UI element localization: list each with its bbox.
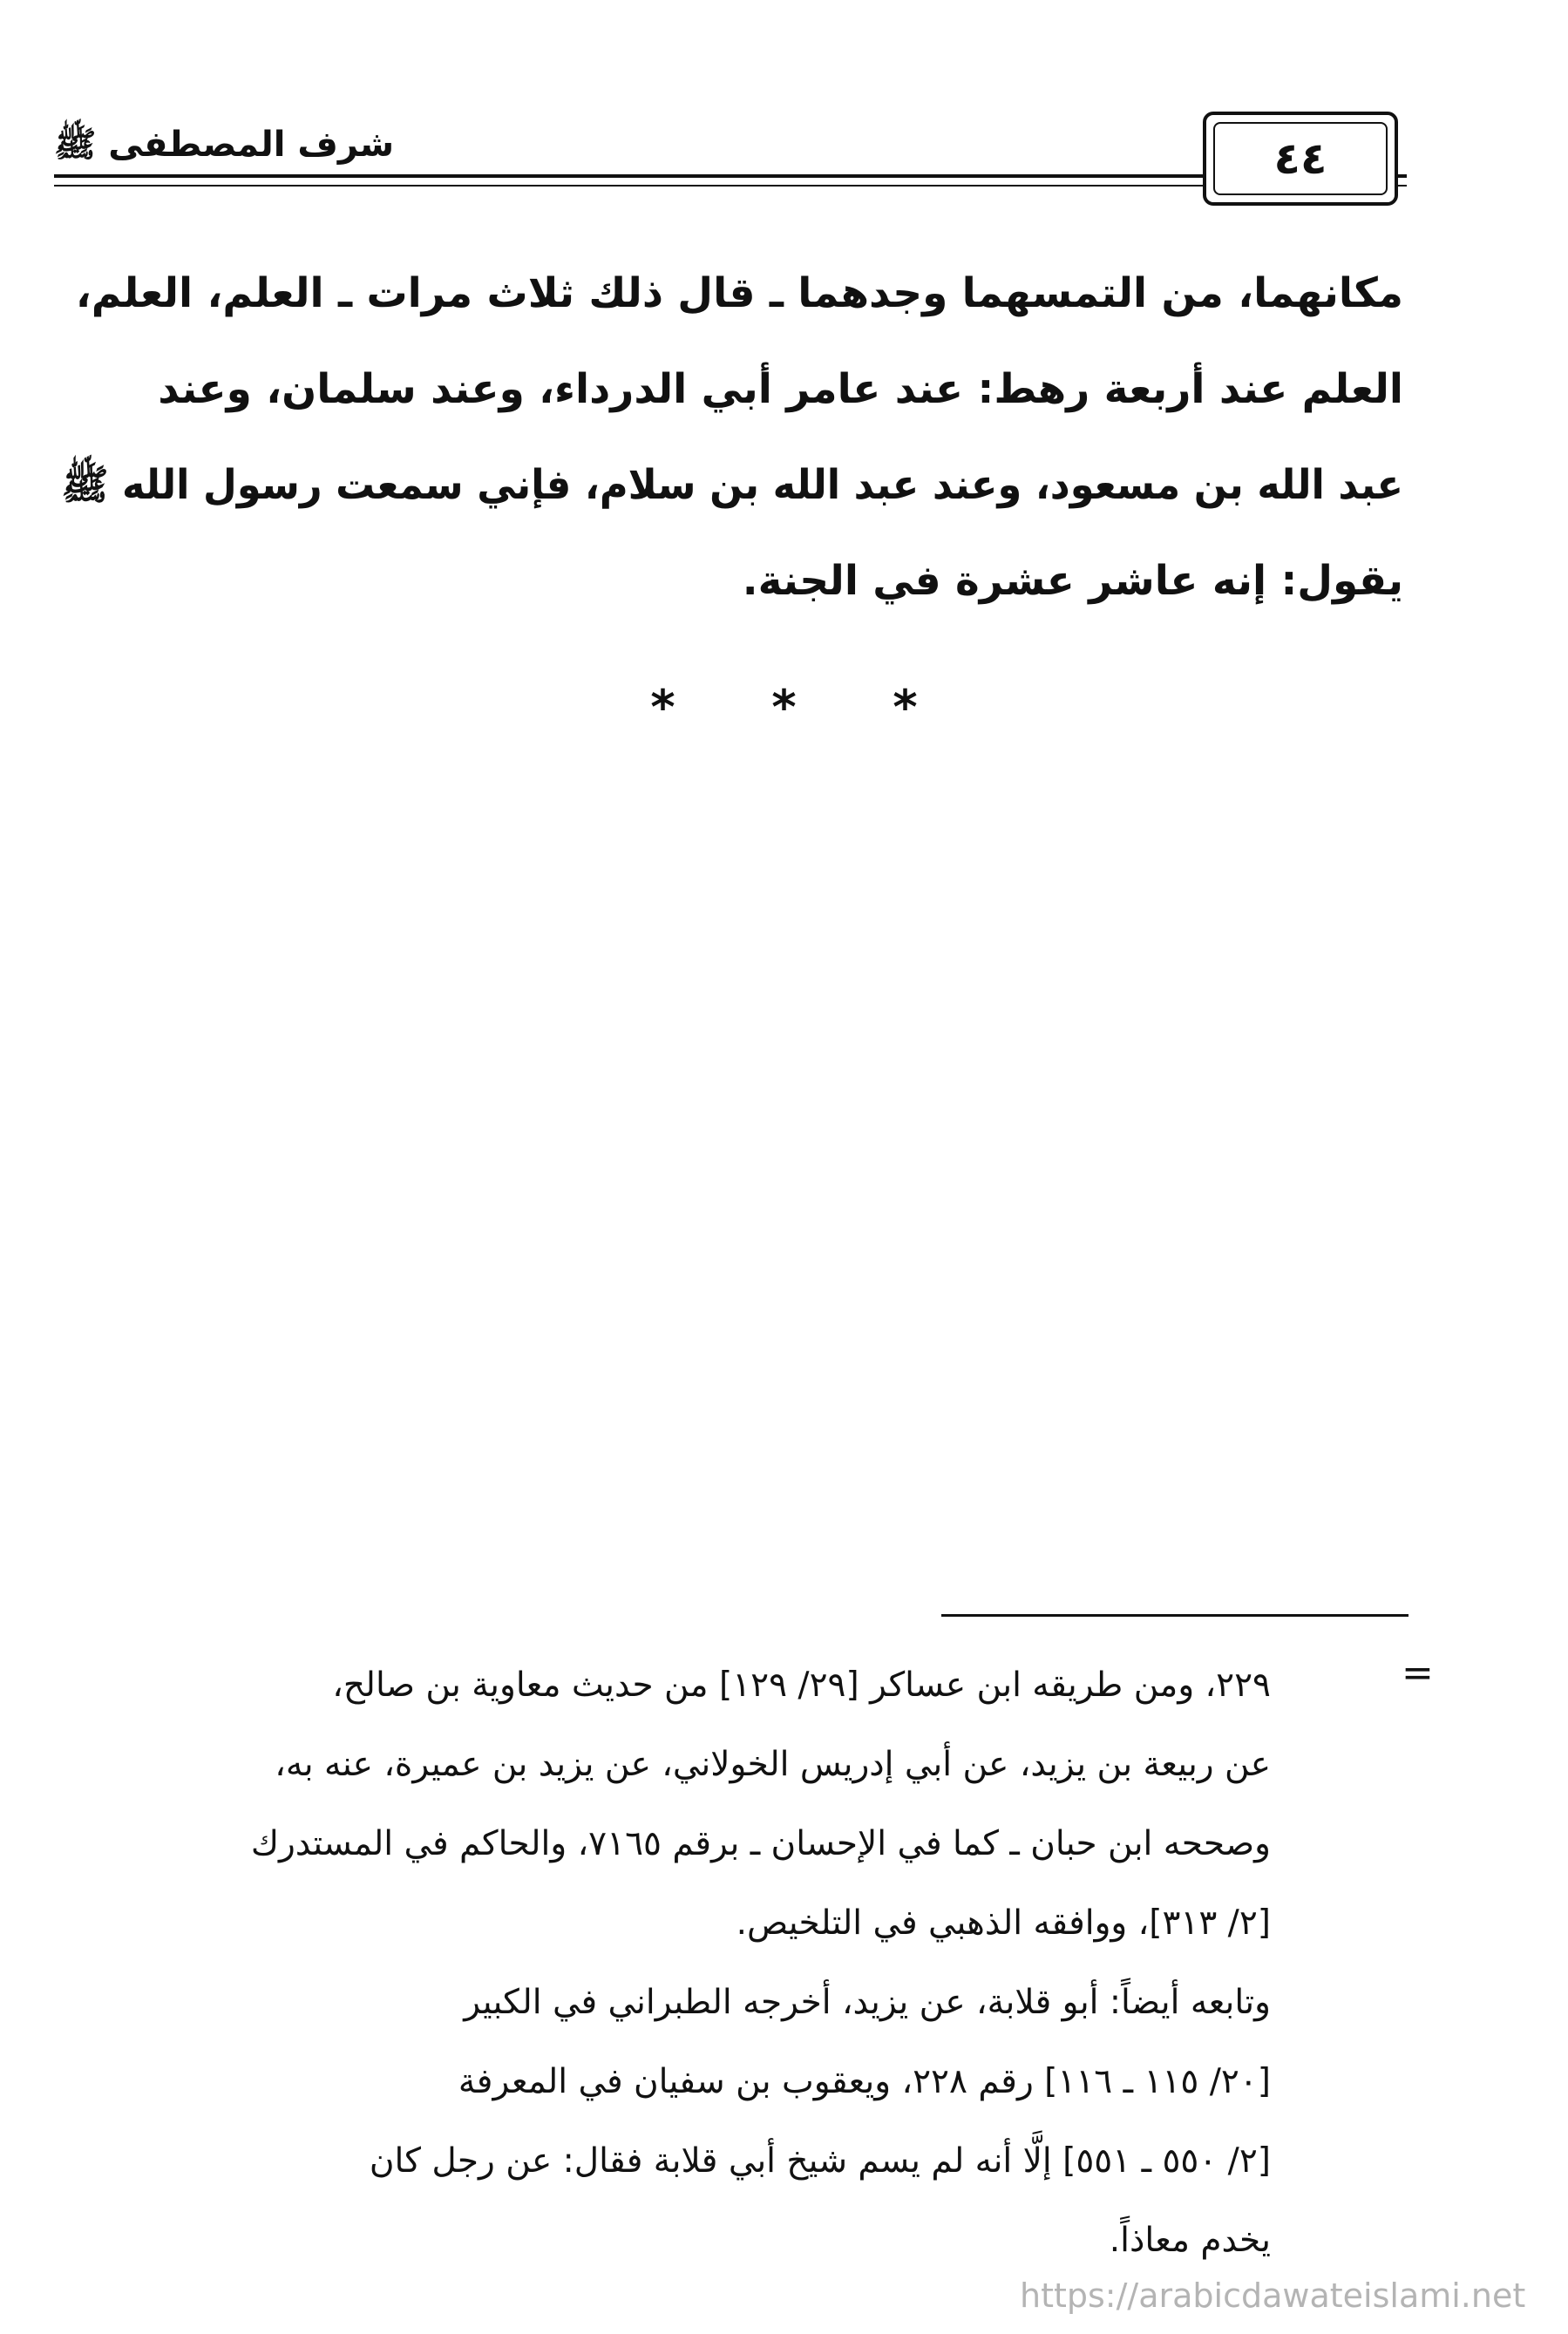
section-separator: * * * [650, 680, 958, 735]
text-line: عبد الله بن مسعود، وعند عبد الله بن سلام، فإني سمعت رسول الله ﷺ [61, 461, 1404, 509]
text-line: العلم عند أربعة رهط: عند عامر أبي الدرداء، وعند سلمان، وعند [158, 365, 1403, 413]
footnote-continuation-marker: = [1402, 1651, 1434, 1695]
page-number: ٤٤ [1213, 122, 1388, 195]
footnote-line: عن ربيعة بن يزيد، عن أبي إدريس الخولاني، عن يزيد بن عميرة، عنه به، [275, 1745, 1271, 1784]
running-title: شرف المصطفى ﷺ [54, 125, 395, 165]
footnote-line: وتابعه أيضاً: أبو قلابة، عن يزيد، أخرجه الطبراني في الكبير [464, 1983, 1271, 2022]
footnote-line: [٢٠/ ١١٥ ـ ١١٦] رقم ٢٢٨، ويعقوب بن سفيان في المعرفة [458, 2062, 1271, 2101]
footnote-line: وصححه ابن حبان ـ كما في الإحسان ـ برقم ٧١٦٥، والحاكم في المستدرك [250, 1824, 1271, 1863]
text-line: يقول: إنه عاشر عشرة في الجنة. [742, 557, 1403, 605]
page-header [54, 112, 1407, 207]
footnotes [59, 1645, 1271, 2280]
footnote-line: ٢٢٩، ومن طريقه ابن عساكر [٢٩/ ١٢٩] من حديث معاوية بن صالح، [332, 1666, 1271, 1705]
footnote-line: [٢/ ٥٥٠ ـ ٥٥١] إلَّا أنه لم يسم شيخ أبي قلابة فقال: عن رجل كان [369, 2141, 1271, 2181]
footnote-rule [941, 1614, 1408, 1617]
footnote-line: يخدم معاذاً. [1109, 2221, 1271, 2260]
text-line: مكانهما، من التمسهما وجدهما ـ قال ذلك ثلاث مرات ـ العلم، العلم، [75, 269, 1403, 317]
footnote-line: [٢/ ٣١٣]، ووافقه الذهبي في التلخيص. [736, 1903, 1271, 1943]
watermark-url: https://arabicdawateislami.net [1020, 2276, 1526, 2315]
page-number-frame [1203, 112, 1398, 206]
main-text [61, 246, 1403, 629]
